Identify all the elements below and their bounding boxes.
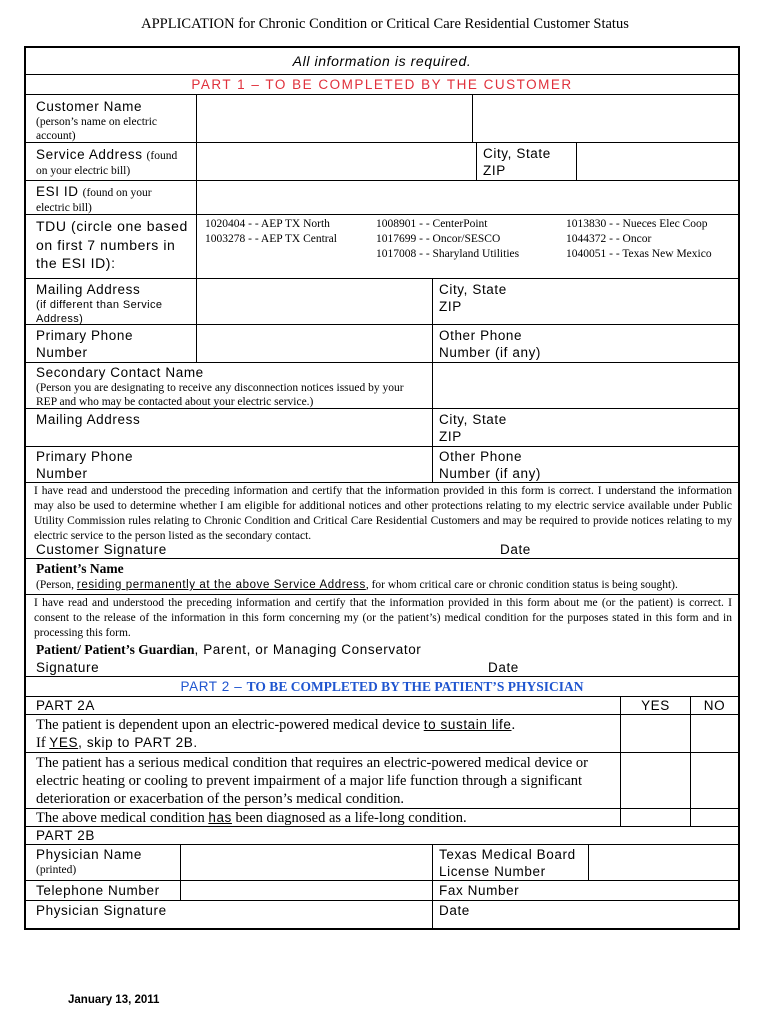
patient-note-underlined: residing permanently at the above Service Address xyxy=(76,579,366,591)
q1-line2-a: If xyxy=(36,735,50,751)
patient-name-label: Patient’s Name xyxy=(36,561,124,576)
tdu-row xyxy=(26,214,738,278)
customer-name-label: Customer Name xyxy=(36,99,143,114)
form-title: APPLICATION for Chronic Condition or Critical Care Residential Customer Status xyxy=(141,16,629,32)
mailing2-zip-label: ZIP xyxy=(439,429,462,444)
license-number-label: License Number xyxy=(439,864,546,879)
q1-line2-underlined: YES xyxy=(49,735,79,750)
mailing-note: (if different than Service Address) xyxy=(36,299,163,325)
service-address-field[interactable] xyxy=(196,143,476,180)
physician-signature-label: Physician Signature xyxy=(36,903,167,918)
part2b-label: PART 2B xyxy=(36,828,95,843)
esi-id-note: electric bill) xyxy=(36,202,92,214)
tdu-option[interactable]: 1008901 - - CenterPoint xyxy=(376,218,488,230)
q1-yes-box[interactable] xyxy=(620,715,690,752)
part1-header-row xyxy=(26,74,738,94)
telephone-row xyxy=(26,880,738,900)
certification1-text: I have read and understood the preceding information and certify that the information provided in this form is correct. I understand the information may also be used to determine whether I am eligible for additional notices and other protections relating to my electric service available under Public Utility Commission rules relating to Chronic Condition and Critical Care Residential Customers and may be required to provide notices relating to my electric service to the person listed as the secondary contact. xyxy=(34,485,732,542)
other-phone-label: Other Phone xyxy=(439,328,523,343)
mailing-row xyxy=(26,278,738,324)
q3-text-a: The above medical condition xyxy=(36,810,209,826)
part1-header: PART 1 – TO BE COMPLETED BY THE CUSTOMER xyxy=(191,77,573,92)
tdu-option[interactable]: 1017699 - - Oncor/SESCO xyxy=(376,233,501,245)
q1-no-box[interactable] xyxy=(690,715,738,752)
part2b-row xyxy=(26,826,738,844)
other-phone2-label-2: Number (if any) xyxy=(439,466,542,481)
mailing2-city-state-label: City, State xyxy=(439,412,507,427)
part2a-label: PART 2A xyxy=(36,698,95,713)
fax-number-label: Fax Number xyxy=(432,881,738,900)
guardian-label-rest: , Parent, or Managing Conservator xyxy=(194,642,422,657)
no-column-header: NO xyxy=(690,697,738,714)
physician-name-label: Physician Name xyxy=(36,847,142,862)
tdu-col1 xyxy=(196,215,376,278)
primary-phone2-label: Primary Phone xyxy=(36,449,134,464)
secondary-contact-note: (Person you are designating to receive any disconnection notices issued by your REP and who may be contacted about your electric service.) xyxy=(36,382,404,408)
medical-board-label: Texas Medical Board xyxy=(439,847,576,862)
tdu-option[interactable]: 1020404 - - AEP TX North xyxy=(205,218,330,230)
patient-note-a: (Person, xyxy=(36,579,77,591)
certification2-text: I have read and understood the preceding information and certify that the information provided in this form about me (or the patient) is correct. I consent to the release of the information in this form concerning my (or the patient’s) medical condition for the purposes stated in this form and in processing this form. xyxy=(34,597,732,639)
q3-text-underlined: has xyxy=(208,810,232,825)
part2-header-a: PART 2 – xyxy=(180,679,247,694)
tdu-option[interactable]: 1040051 - - Texas New Mexico xyxy=(566,248,712,260)
tdu-option[interactable]: 1044372 - - Oncor xyxy=(566,233,652,245)
mailing-label: Mailing Address xyxy=(36,282,141,297)
tdu-col2 xyxy=(376,215,566,278)
q1-text-a: The patient is dependent upon an electric-powered medical device xyxy=(36,717,424,733)
other-phone-label-2: Number (if any) xyxy=(439,345,542,360)
tdu-option[interactable]: 1017008 - - Sharyland Utilities xyxy=(376,248,520,260)
tdu-col3 xyxy=(566,215,738,278)
mailing-zip-label: ZIP xyxy=(439,299,462,314)
tdu-label: TDU (circle one based on first 7 numbers in the ESI ID): xyxy=(36,218,188,271)
telephone-field[interactable] xyxy=(180,881,432,900)
customer-name-field[interactable] xyxy=(196,95,472,142)
patient-note-b: , for whom critical care or chronic condition status is being sought). xyxy=(365,579,678,591)
q1-text-b: . xyxy=(511,717,516,733)
service-address-label: Service Address xyxy=(36,147,143,162)
service-zip-label: ZIP xyxy=(483,163,506,178)
primary-phone-field[interactable] xyxy=(196,325,432,362)
all-info-row xyxy=(26,48,738,74)
q2-no-box[interactable] xyxy=(690,753,738,808)
question1-row xyxy=(26,714,738,752)
service-address-note: on your electric bill) xyxy=(36,165,131,177)
certification2-row xyxy=(26,594,738,676)
yes-column-header: YES xyxy=(620,697,690,714)
q3-no-box[interactable] xyxy=(690,809,738,826)
footer-date: January 13, 2011 xyxy=(68,994,160,1006)
q1-text-underlined: to sustain life xyxy=(423,717,512,732)
customer-name-row xyxy=(26,94,738,142)
q2-yes-box[interactable] xyxy=(620,753,690,808)
guardian-signature-label: Signature xyxy=(36,660,100,675)
service-city-state-label: City, State xyxy=(483,146,551,161)
primary-phone-label: Primary Phone xyxy=(36,328,134,343)
question2-row xyxy=(26,752,738,808)
application-form xyxy=(24,46,740,930)
service-address-row xyxy=(26,142,738,180)
secondary-contact-field[interactable] xyxy=(432,363,738,408)
part2-header-b: TO BE COMPLETED BY THE PATIENT’S PHYSICIAN xyxy=(246,679,584,694)
service-city-field[interactable] xyxy=(576,143,738,180)
primary-phone2-row xyxy=(26,446,738,482)
all-info-required: All information is required. xyxy=(292,53,472,69)
tdu-option[interactable]: 1003278 - - AEP TX Central xyxy=(205,233,337,245)
customer-name-note: (person’s name on electric account) xyxy=(36,116,158,142)
physician-signature-row xyxy=(26,900,738,928)
secondary-contact-label: Secondary Contact Name xyxy=(36,365,204,380)
esi-id-field[interactable] xyxy=(196,181,738,214)
customer-signature-label: Customer Signature xyxy=(36,542,167,557)
physician-name-note: (printed) xyxy=(36,864,77,876)
customer-name-field-2[interactable] xyxy=(472,95,738,142)
physician-name-row xyxy=(26,844,738,880)
mailing2-label: Mailing Address xyxy=(36,412,141,427)
guardian-label-bold: Patient/ Patient’s Guardian xyxy=(36,642,195,657)
question3-row xyxy=(26,808,738,826)
secondary-contact-row xyxy=(26,362,738,408)
part2a-row xyxy=(26,696,738,714)
telephone-label: Telephone Number xyxy=(36,883,160,898)
primary-phone-label-2: Number xyxy=(36,345,88,360)
esi-id-label: ESI ID xyxy=(36,184,79,199)
customer-date-label: Date xyxy=(500,542,531,557)
part2-header-row xyxy=(26,676,738,696)
esi-id-row xyxy=(26,180,738,214)
esi-id-note-inline: (found on your xyxy=(82,187,152,199)
q1-line2-b: , skip to PART 2B. xyxy=(78,735,198,750)
certification1-row xyxy=(26,482,738,558)
mailing2-row xyxy=(26,408,738,446)
primary-phone2-label-2: Number xyxy=(36,466,88,481)
physician-date-label: Date xyxy=(432,901,738,928)
other-phone2-label: Other Phone xyxy=(439,449,523,464)
license-number-field[interactable] xyxy=(588,845,738,880)
mailing-field[interactable] xyxy=(196,279,432,324)
patient-name-row xyxy=(26,558,738,594)
primary-phone-row xyxy=(26,324,738,362)
q2-text: The patient has a serious medical condition that requires an electric-powered medical device or electric heating or cooling to prevent impairment of a major life function through a significant deterioration or exacerbation of the person’s medical condition. xyxy=(36,755,588,807)
mailing-city-state-label: City, State xyxy=(439,282,507,297)
service-address-note-inline: (found xyxy=(146,150,178,162)
q3-yes-box[interactable] xyxy=(620,809,690,826)
guardian-date-label: Date xyxy=(488,660,519,675)
physician-name-field[interactable] xyxy=(180,845,432,880)
q3-text-b: been diagnosed as a life-long condition. xyxy=(231,810,467,826)
tdu-option[interactable]: 1013830 - - Nueces Elec Coop xyxy=(566,218,708,230)
